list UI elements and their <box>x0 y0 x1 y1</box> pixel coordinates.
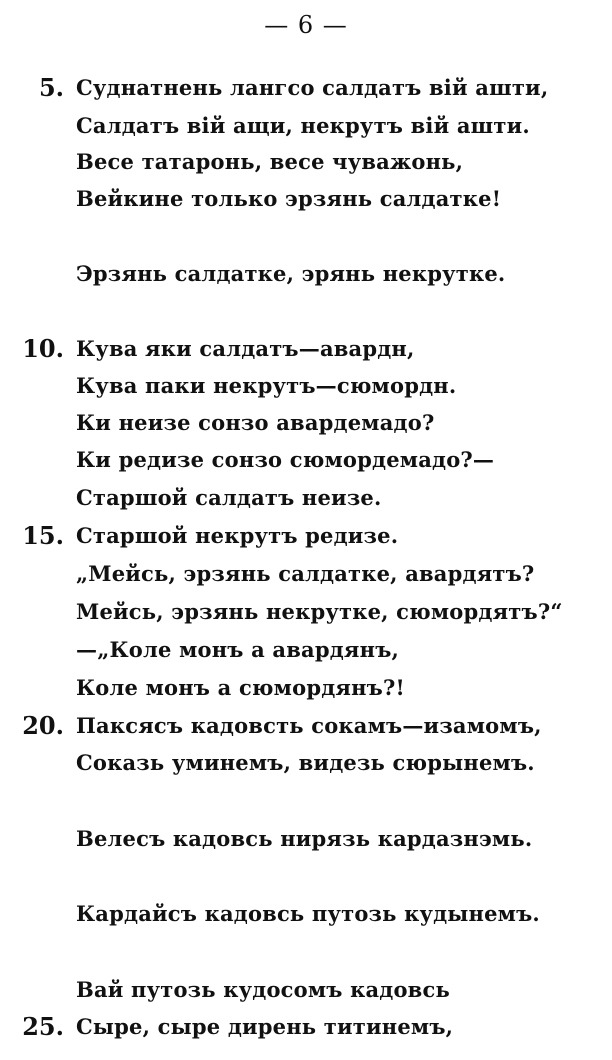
line-text: Кува яки салдатъ—авардн, <box>76 336 415 361</box>
line-text: Суднатнень лангсо салдатъ вiй ашти, <box>76 75 549 100</box>
verse-line <box>0 482 612 514</box>
verse-line <box>0 672 612 704</box>
verse-line <box>0 974 612 1006</box>
verse-line <box>0 596 612 628</box>
line-text: Вейкине только эрзянь салдатке! <box>76 186 502 211</box>
verse-line <box>0 1011 612 1043</box>
line-text: „Мейсь, эрзянь салдатке, авардятъ? <box>76 561 535 586</box>
verse-line <box>0 520 612 552</box>
verse-line <box>0 258 612 290</box>
page-number: — 6 — <box>264 11 348 39</box>
line-number: 15. <box>22 521 64 550</box>
line-text: Эрзянь салдатке, эрянь некрутке. <box>76 261 506 286</box>
verse-line <box>0 558 612 590</box>
line-text: Кардайсъ кадовсь путозь кудынемъ. <box>76 901 540 926</box>
verse-line <box>0 146 612 178</box>
line-text: Велесъ кадовсь нирязь кардазнэмь. <box>76 826 533 851</box>
line-text: Вай путозь кудосомъ кадовсь <box>76 977 450 1002</box>
verse-line <box>0 823 612 855</box>
line-text: Весе татаронь, весе чуважонь, <box>76 149 464 174</box>
line-text: Кува паки некрутъ—сюмордн. <box>76 373 457 398</box>
line-text: —„Коле монъ а авардянъ, <box>76 637 400 662</box>
line-text: Старшой некрутъ редизе. <box>76 523 399 548</box>
verse-line <box>0 333 612 365</box>
verse-line <box>0 110 612 142</box>
line-text: Соказь уминемъ, видезь сюрынемъ. <box>76 750 535 775</box>
verse-line <box>0 634 612 666</box>
line-text: Мейсь, эрзянь некрутке, сюмордятъ?“ <box>76 599 563 624</box>
verse-line <box>0 747 612 779</box>
verse-line <box>0 898 612 930</box>
line-text: Ки неизе сонзо авардемадо? <box>76 410 435 435</box>
line-text: Паксясъ кадовсть сокамъ—изамомъ, <box>76 713 542 738</box>
line-number: 10. <box>22 334 64 363</box>
line-number: 20. <box>22 711 64 740</box>
verse-line <box>0 183 612 215</box>
verse-line <box>0 370 612 402</box>
line-number: 5. <box>38 73 64 102</box>
verse-line <box>0 710 612 742</box>
line-text: Салдатъ вiй ащи, некрутъ вiй ашти. <box>76 113 530 138</box>
verse-line <box>0 72 612 104</box>
verse-line <box>0 407 612 439</box>
verse-line <box>0 444 612 476</box>
line-text: Ки редизе сонзо сюмордемадо?— <box>76 447 495 472</box>
line-text: Коле монъ а сюмордянъ?! <box>76 675 405 700</box>
line-text: Старшой салдатъ неизе. <box>76 485 382 510</box>
line-text: Сыре, сыре дирень титинемъ, <box>76 1014 454 1039</box>
line-number: 25. <box>22 1012 64 1041</box>
